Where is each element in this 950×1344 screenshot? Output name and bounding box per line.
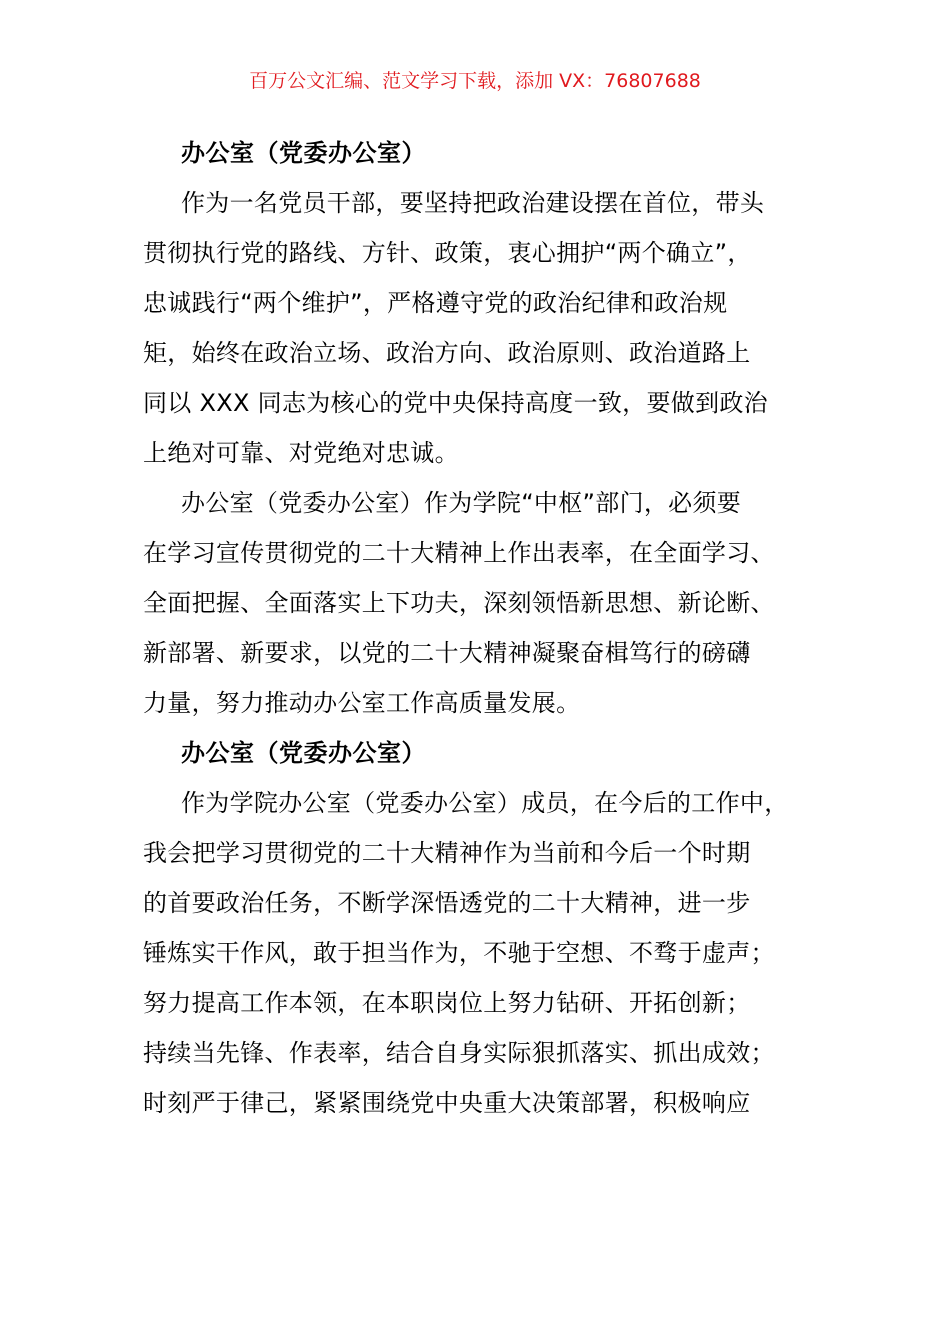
paragraph-line: 新部署、新要求，以党的二十大精神凝聚奋楫笃行的磅礴 xyxy=(143,639,751,667)
paragraph-line: 在学习宣传贯彻党的二十大精神上作出表率，在全面学习、 xyxy=(143,539,775,567)
section-heading: 办公室（党委办公室） xyxy=(181,139,426,167)
paragraph xyxy=(143,478,823,728)
paragraph-line: 矩，始终在政治立场、政治方向、政治原则、政治道路上 xyxy=(143,339,751,367)
paragraph-line: 贯彻执行党的路线、方针、政策，衷心拥护“两个确立”， xyxy=(143,239,752,267)
paragraph-line: 同以 XXX 同志为核心的党中央保持高度一致，要做到政治 xyxy=(143,389,768,417)
paragraph xyxy=(143,778,823,1128)
paragraph-line: 持续当先锋、作表率，结合自身实际狠抓落实、抓出成效； xyxy=(143,1039,775,1067)
paragraph-line: 的首要政治任务，不断学深悟透党的二十大精神，进一步 xyxy=(143,889,751,917)
paragraph-line: 办公室（党委办公室）作为学院“中枢”部门，必须要 xyxy=(181,489,742,517)
paragraph-line: 时刻严于律己，紧紧围绕党中央重大决策部署，积极响应 xyxy=(143,1089,751,1117)
paragraph-line: 上绝对可靠、对党绝对忠诚。 xyxy=(143,439,459,467)
document-body xyxy=(143,128,823,1128)
paragraph-line: 作为学院办公室（党委办公室）成员，在今后的工作中， xyxy=(181,789,789,817)
paragraph-line: 忠诚践行“两个维护”，严格遵守党的政治纪律和政治规 xyxy=(143,289,728,317)
paragraph-line: 努力提高工作本领，在本职岗位上努力钻研、开拓创新； xyxy=(143,989,751,1017)
section-heading: 办公室（党委办公室） xyxy=(181,739,426,767)
paragraph xyxy=(143,178,823,478)
paragraph-line: 力量，努力推动办公室工作高质量发展。 xyxy=(143,689,581,717)
paragraph-line: 作为一名党员干部，要坚持把政治建设摆在首位，带头 xyxy=(181,189,765,217)
header-banner: 百万公文汇编、范文学习下载，添加 VX：76807688 xyxy=(249,70,701,92)
paragraph-line: 我会把学习贯彻党的二十大精神作为当前和今后一个时期 xyxy=(143,839,751,867)
paragraph-line: 锤炼实干作风，敢于担当作为，不驰于空想、不骛于虚声； xyxy=(143,939,775,967)
paragraph-line: 全面把握、全面落实上下功夫，深刻领悟新思想、新论断、 xyxy=(143,589,775,617)
